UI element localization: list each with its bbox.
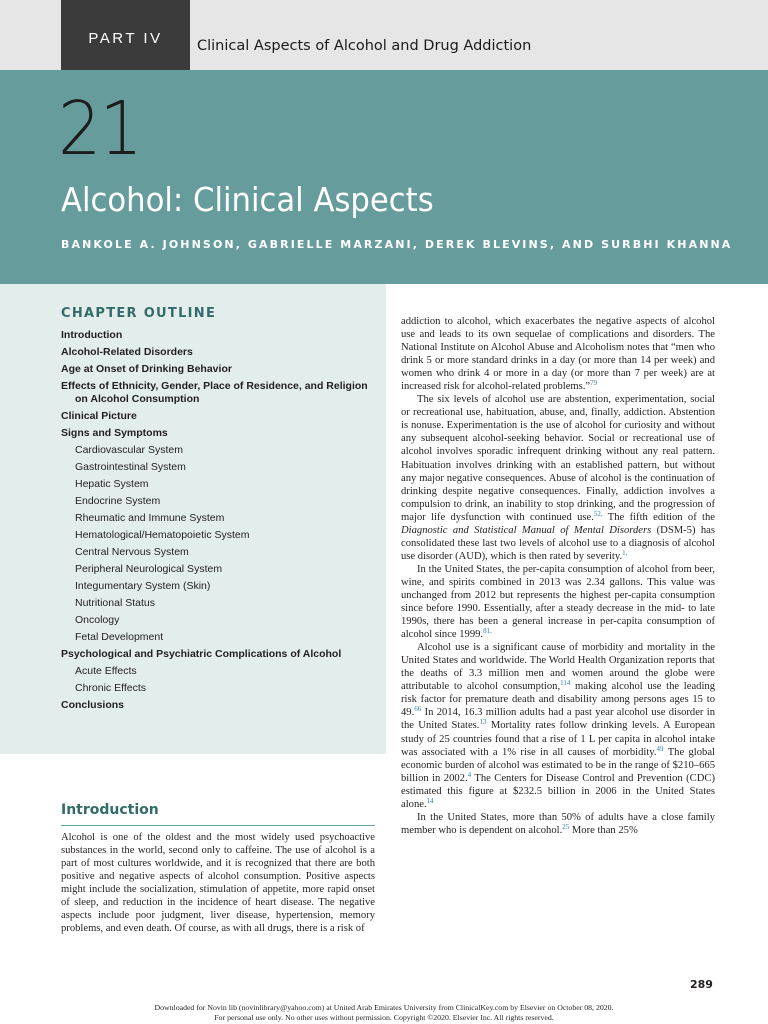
reference-link[interactable]: 81,	[483, 627, 492, 636]
outline-subitem[interactable]: Hepatic System	[75, 478, 149, 490]
outline-subitem[interactable]: Endocrine System	[75, 495, 161, 507]
text-run: The Centers for Disease Control and Prevention (CDC) estimated this figure at $232.5 billion in 2006 in the United States alone.	[401, 772, 715, 810]
outline-subitem[interactable]: Chronic Effects	[75, 682, 147, 694]
text-run: addiction to alcohol, which exacerbates the negative aspects of alcohol use and leads to its own sequelae of complications and disorders. The National Institute on Alcohol Abuse and Alcoholism notes that “men who drink 5 or more standard drinks in a day (or more than 14 per week) and women who drink 4 or more in a day (or more than 7 per week) are at increased risk for alcohol-related problems.”	[401, 316, 715, 393]
introduction-paragraph: Alcohol is one of the oldest and the most widely used psychoactive substances in the world, second only to caffeine. The use of alcohol is a part of most cultures worldwide, and it is recognized that there are both positive and negative aspects of alcohol consumption. Positive aspects might include the socialization, stimulation of appetite, more rapid onset of sleep, and reduction in the incidence of heart disease. The negative aspects include poor judgment, liver disease, hypertension, memory problems, and even death. Of course, as with all drugs, there is a risk of	[61, 832, 375, 935]
chapter-outline	[0, 284, 386, 754]
part-title: Clinical Aspects of Alcohol and Drug Addiction	[197, 38, 532, 54]
reference-link[interactable]: 4	[467, 770, 472, 779]
text-run: More than 25%	[569, 824, 638, 836]
body-paragraph	[401, 315, 715, 393]
text-run: (DSM-5) has consolidated these last two levels of alcohol use to a diagnosis of alcohol use disorder (AUD), which is then rated by severity.	[401, 524, 715, 562]
outline-item[interactable]: Introduction	[61, 329, 123, 341]
outline-item[interactable]: Signs and Symptoms	[61, 427, 168, 439]
reference-link[interactable]: 79	[590, 379, 598, 388]
body-paragraph	[401, 641, 715, 811]
outline-subitem[interactable]: Nutritional Status	[75, 597, 155, 609]
introduction-heading: Introduction	[61, 802, 159, 818]
reference-link[interactable]: 25	[562, 822, 570, 831]
text-run: The fifth edition of the	[602, 511, 715, 523]
reference-link[interactable]: 49	[656, 744, 664, 753]
outline-subitem[interactable]: Gastrointestinal System	[75, 461, 186, 473]
reference-link[interactable]: 14	[426, 796, 434, 805]
outline-item[interactable]: Psychological and Psychiatric Complications of Alcohol	[61, 648, 342, 660]
reference-link[interactable]: 52,	[593, 509, 603, 518]
footer-line-2: For personal use only. No other uses without permission. Copyright ©2020. Elsevier Inc. All rights reserved.	[214, 1013, 554, 1022]
reference-link[interactable]: 13	[479, 718, 487, 727]
text-run: In the United States, the per-capita consumption of alcohol from beer, wine, and spirits combined in 2013 was 2.34 gallons. This value was unchanged from 2012 but represents the highest per-capita consumption since before 1990. Essentially, after a steady decrease in the mid- to late 1990s, there has been a general increase in per-capita consumption of alcohol since 1999.	[401, 563, 715, 641]
text-run: Alcohol use is a significant cause of morbidity and mortality in the United States and worldwide. The World Health Organization reports that the deaths of 3.3 million men and women around the globe were attributable to alcohol consumption,	[401, 642, 715, 693]
outline-item[interactable]: Clinical Picture	[61, 410, 137, 422]
outline-subitem[interactable]: Integumentary System (Skin)	[75, 580, 211, 592]
outline-subitem[interactable]: Rheumatic and Immune System	[75, 512, 225, 524]
outline-item[interactable]: Age at Onset of Drinking Behavior	[61, 363, 232, 375]
left-column	[61, 831, 375, 935]
text-run: Mortality rates follow drinking levels. A European study of 25 countries found that a rise of 1 L per capita in alcohol intake was associated with a 1% rise in all causes of morbidity.	[401, 720, 715, 758]
outline-heading: CHAPTER OUTLINE	[61, 306, 217, 321]
outline-list	[61, 329, 371, 716]
outline-item[interactable]: Conclusions	[61, 699, 125, 711]
outline-item[interactable]: Effects of Ethnicity, Gender, Place of Residence, and Religion on Alcohol Consumption	[61, 380, 368, 405]
chapter-number: 21	[58, 86, 141, 172]
text-run: In 2014, 16.3 million adults had a past year alcohol use disorder in the United States.	[401, 707, 715, 732]
outline-item[interactable]: Alcohol-Related Disorders	[61, 346, 193, 358]
outline-subitem[interactable]: Oncology	[75, 614, 120, 626]
text-run: making alcohol use the leading risk factor for premature death and disability among persons ages 15 to 49.	[401, 681, 715, 719]
download-footer	[0, 1003, 768, 1023]
page-number: 289	[690, 978, 713, 991]
running-header-bar	[0, 0, 768, 70]
reference-link[interactable]: 1,	[622, 548, 628, 557]
text-run: In the United States, more than 50% of adults have a close family member who is dependent on alcohol.	[401, 811, 715, 836]
text-run: The global economic burden of alcohol was estimated to be in the range of $210–665 billion in 2002.	[401, 746, 715, 784]
outline-subitem[interactable]: Central Nervous System	[75, 546, 189, 558]
outline-subitem[interactable]: Peripheral Neurological System	[75, 563, 223, 575]
chapter-header	[0, 70, 768, 284]
outline-subitem[interactable]: Cardiovascular System	[75, 444, 183, 456]
body-paragraph	[401, 811, 715, 837]
part-label: PART IV	[61, 0, 190, 70]
footer-line-1: Downloaded for Novin lib (novinlibrary@yahoo.com) at United Arab Emirates University from ClinicalKey.com by Elsevier on October 08, 2020.	[154, 1003, 614, 1012]
outline-subitem[interactable]: Acute Effects	[75, 665, 137, 677]
body-paragraph	[401, 393, 715, 563]
chapter-title: Alcohol: Clinical Aspects	[61, 180, 434, 219]
text-run: The six levels of alcohol use are abstention, experimentation, social or recreational use, habituation, abuse, and, finally, addiction. Abstention is nonuse. Experimentation is the use of alcohol for curiosity and without any subsequent alcohol-seeking behavior. Social or recreational use of alcohol involves sporadic infrequent drinking without any real pattern. Habituation involves drinking with an established pattern, but without any major negative consequences. Abuse of alcohol is the continuation of drinking despite negative consequences. Finally, addiction involves a compulsion to drink, an inability to stop drinking, and the progression of major life dysfunction with continued use.	[401, 394, 715, 523]
manual-title: Diagnostic and Statistical Manual of Mental Disorders	[401, 524, 652, 536]
introduction-rule	[61, 825, 375, 826]
body-paragraph	[401, 563, 715, 641]
right-column	[401, 315, 715, 963]
outline-subitem[interactable]: Fetal Development	[75, 631, 164, 643]
chapter-authors: BANKOLE A. JOHNSON, GABRIELLE MARZANI, DEREK BLEVINS, AND SURBHI KHANNA	[61, 238, 733, 251]
reference-link[interactable]: 114	[560, 679, 571, 688]
outline-subitem[interactable]: Hematological/Hematopoietic System	[75, 529, 250, 541]
reference-link[interactable]: 66	[414, 705, 422, 714]
